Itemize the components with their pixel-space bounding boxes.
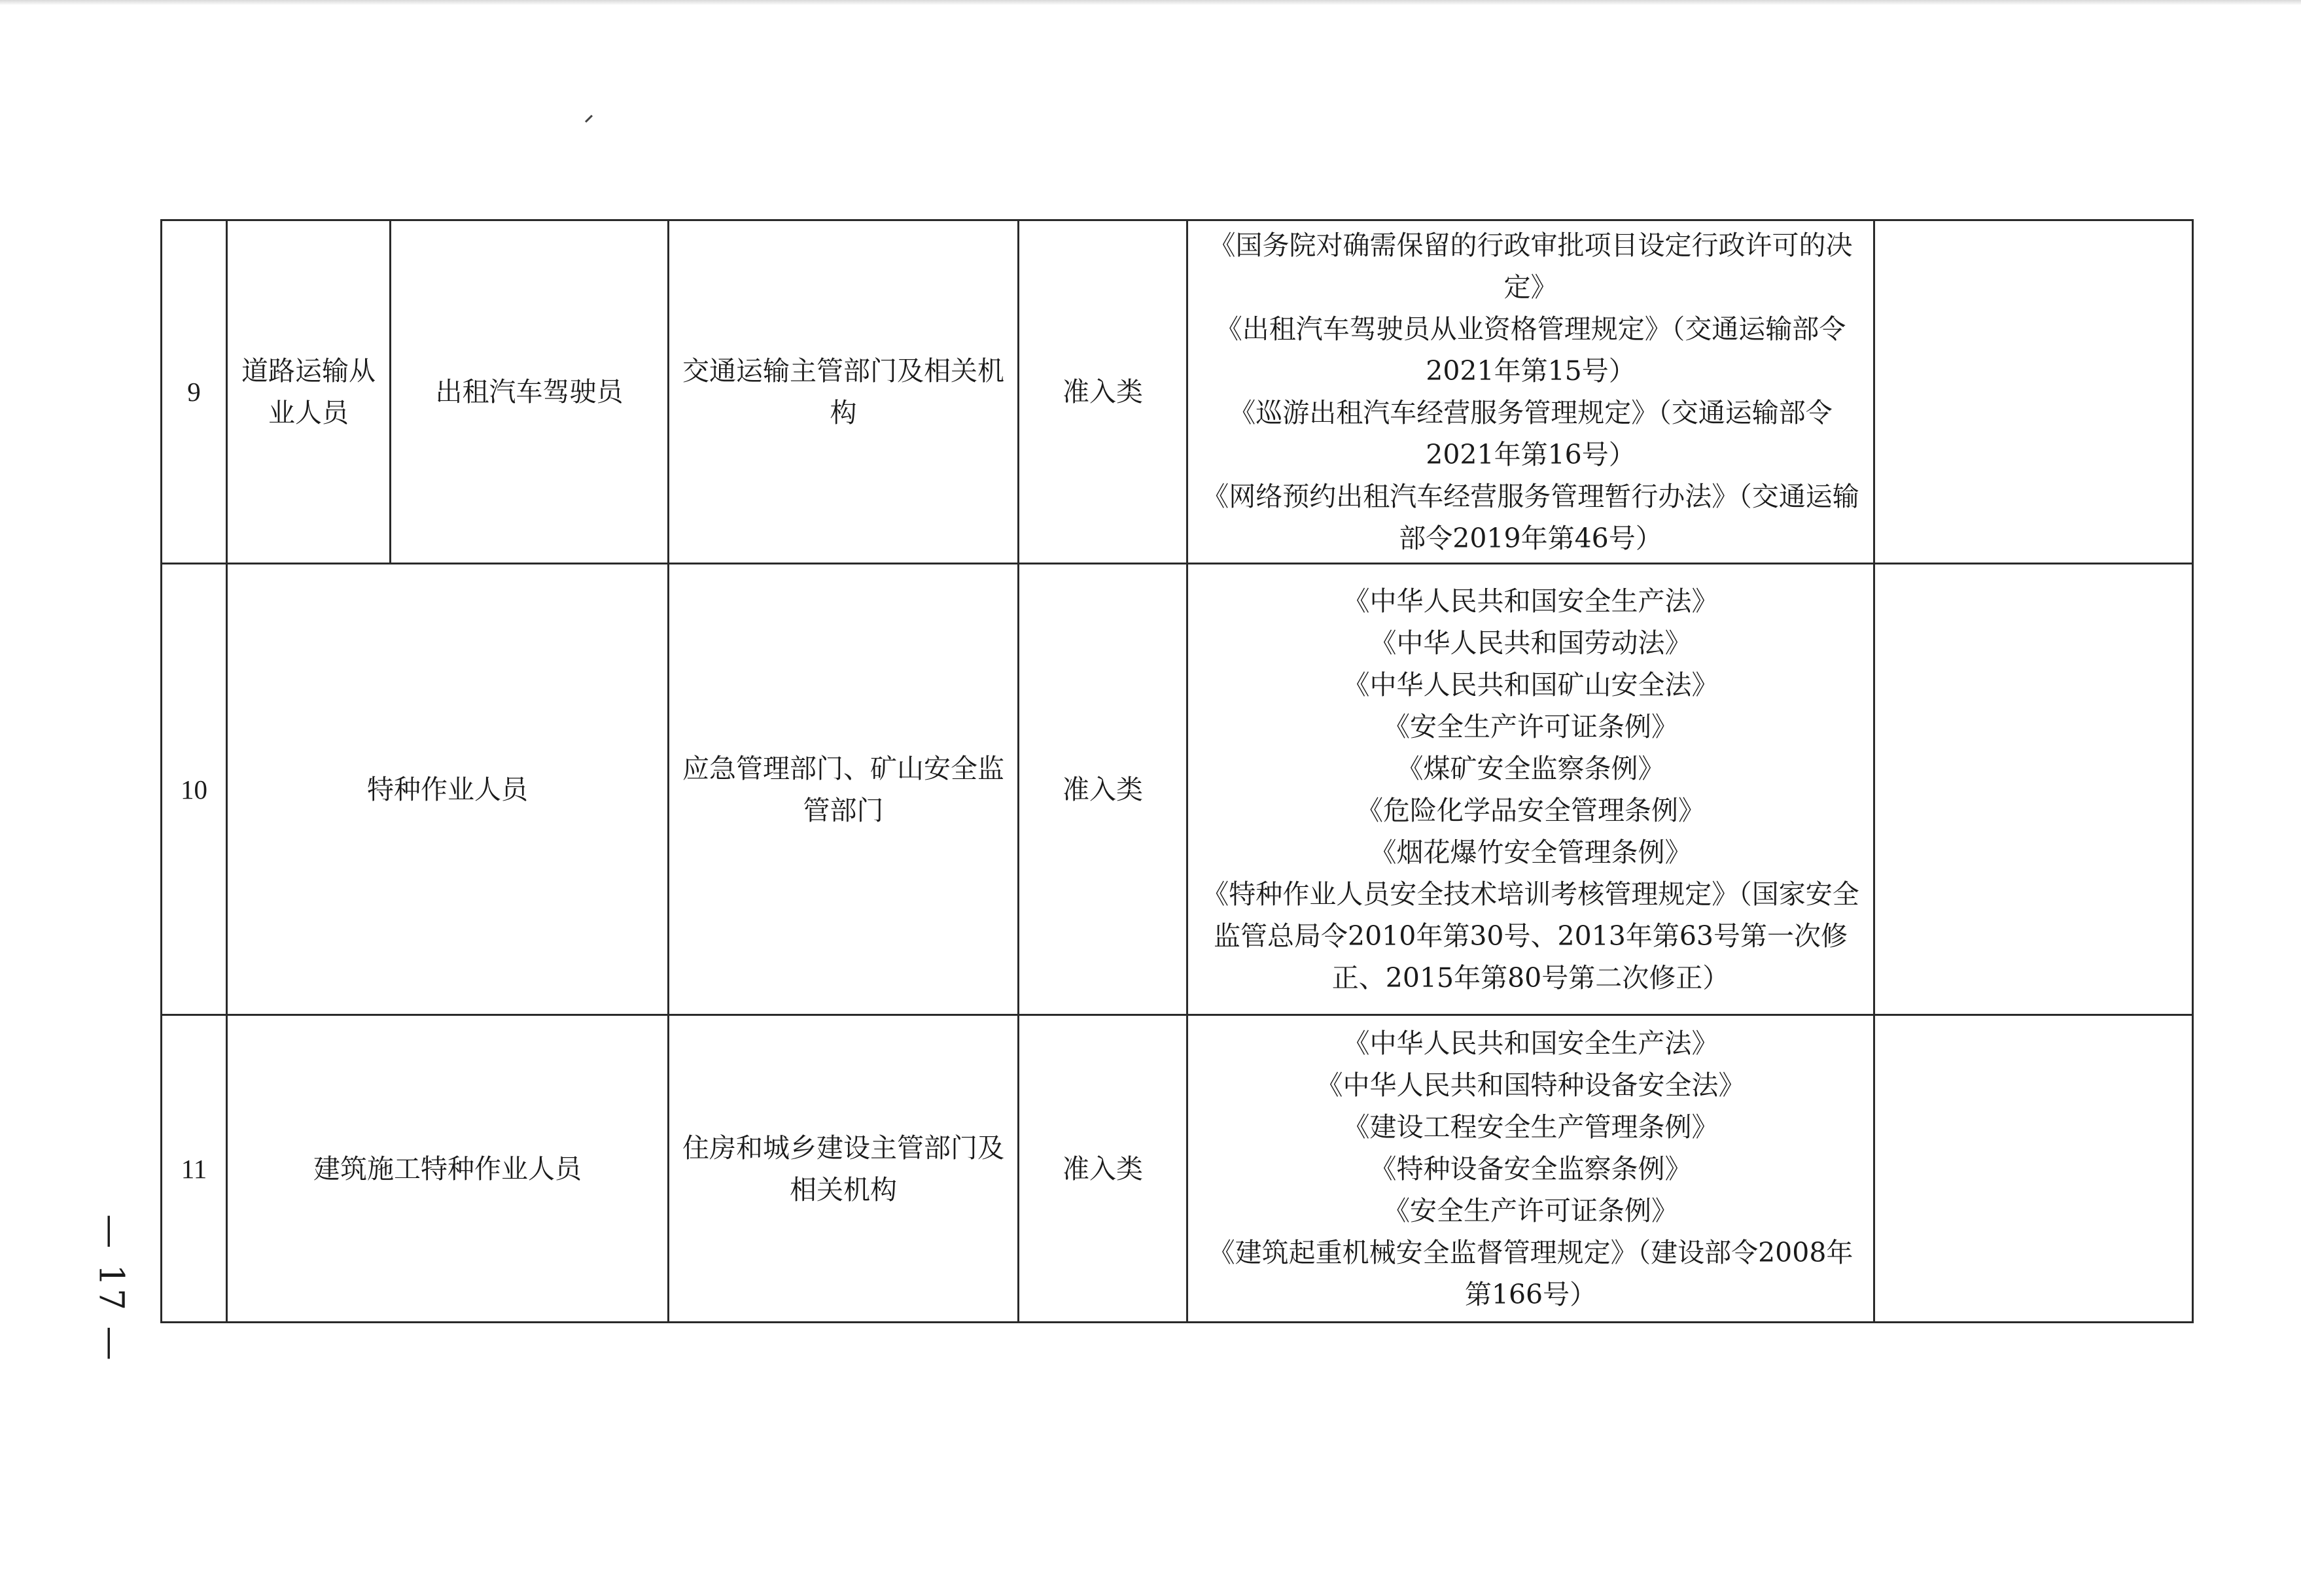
page-number-text: — 17 —: [92, 1214, 132, 1363]
authority: 交通运输主管部门及相关机构: [669, 220, 1019, 564]
law-item: 《安全生产许可证条例》: [1383, 710, 1678, 742]
law-item: 《中华人民共和国安全生产法》: [1343, 1027, 1719, 1059]
law-item: 《网络预约出租汽车经营服务管理暂行办法》（交通运输部令2019年第46号）: [1202, 481, 1859, 554]
law-item: 《国务院对确需保留的行政审批项目设定行政许可的决定》: [1208, 230, 1853, 303]
law-item: 《中华人民共和国特种设备安全法》: [1316, 1069, 1746, 1101]
law-item: 《中华人民共和国矿山安全法》: [1343, 668, 1719, 701]
row-number: 11: [162, 1015, 227, 1323]
law-item: 《烟花爆竹安全管理条例》: [1369, 836, 1692, 868]
table-row: [162, 1015, 2193, 1323]
profession-name: 出租汽车驾驶员: [391, 220, 669, 564]
profession-name: 建筑施工特种作业人员: [227, 1015, 669, 1323]
qualification-type: 准入类: [1019, 564, 1187, 1015]
row-number: 9: [162, 220, 227, 564]
profession-name: 特种作业人员: [227, 564, 669, 1015]
law-item: 《巡游出租汽车经营服务管理规定》（交通运输部令2021年第16号）: [1229, 397, 1833, 470]
table-row: [162, 220, 2193, 564]
qualification-table: [160, 219, 2194, 1323]
remark: [1874, 564, 2193, 1015]
legal-basis: [1187, 1015, 1874, 1323]
remark: [1874, 220, 2193, 564]
authority: 应急管理部门、矿山安全监管部门: [669, 564, 1019, 1015]
profession-category: 道路运输从业人员: [227, 220, 391, 564]
law-item: 《中华人民共和国安全生产法》: [1343, 585, 1719, 617]
law-item: 《出租汽车驾驶员从业资格管理规定》（交通运输部令2021年第15号）: [1215, 313, 1846, 387]
row-number: 10: [162, 564, 227, 1015]
page-number: [72, 1210, 150, 1367]
remark: [1874, 1015, 2193, 1323]
law-item: 《特种作业人员安全技术培训考核管理规定》（国家安全监管总局令2010年第30号、2013年第63号第一次修正、2015年第80号第二次修正）: [1202, 878, 1859, 994]
law-item: 《危险化学品安全管理条例》: [1356, 794, 1705, 826]
law-item: 《中华人民共和国劳动法》: [1369, 627, 1692, 659]
scan-edge: [0, 0, 2301, 5]
stray-pen-mark: [585, 114, 593, 122]
law-item: 《建设工程安全生产管理条例》: [1343, 1111, 1719, 1143]
law-item: 《煤矿安全监察条例》: [1396, 752, 1665, 784]
law-item: 《安全生产许可证条例》: [1383, 1194, 1678, 1226]
law-item: 《特种设备安全监察条例》: [1369, 1153, 1692, 1185]
legal-basis: [1187, 220, 1874, 564]
qualification-type: 准入类: [1019, 1015, 1187, 1323]
qualification-type: 准入类: [1019, 220, 1187, 564]
law-item: 《建筑起重机械安全监督管理规定》（建设部令2008年第166号）: [1208, 1236, 1853, 1310]
authority: 住房和城乡建设主管部门及相关机构: [669, 1015, 1019, 1323]
table-row: [162, 564, 2193, 1015]
legal-basis: [1187, 564, 1874, 1015]
